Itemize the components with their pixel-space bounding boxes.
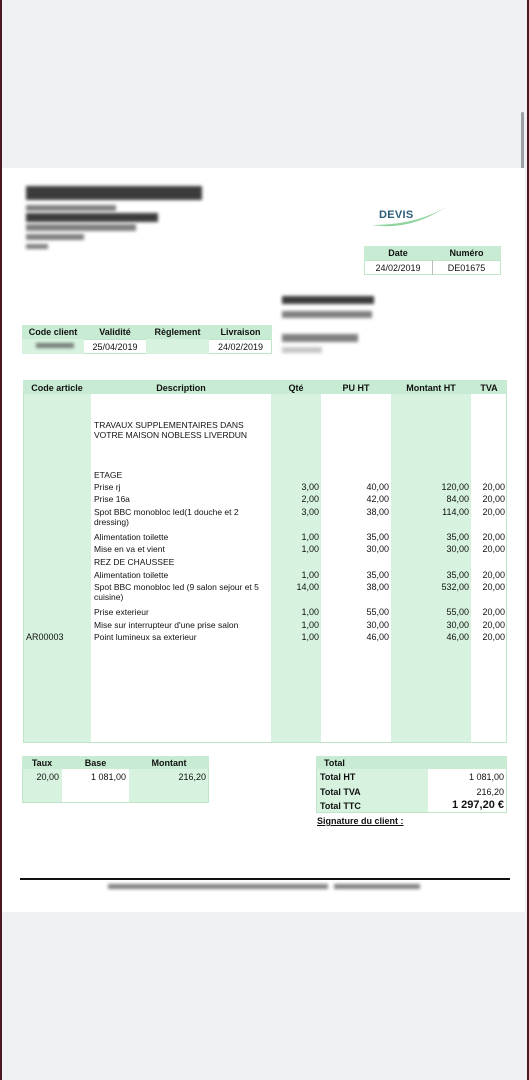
- total-tva-value: 216,20: [476, 787, 504, 797]
- header-qte: Qté: [288, 383, 304, 393]
- cell-description: Spot BBC monobloc led(1 douche et 2 dressing): [94, 507, 239, 527]
- cell-qte: 1,00: [301, 620, 319, 630]
- cell-description: Alimentation toilette: [94, 532, 169, 542]
- cell-montant-ht: 35,00: [446, 570, 469, 580]
- cell-qte: 3,00: [301, 507, 319, 517]
- header-description: Description: [156, 383, 206, 393]
- header-pu-ht: PU HT: [342, 383, 370, 393]
- cell-qte: 14,00: [296, 582, 319, 592]
- total-ttc-label: Total TTC: [320, 801, 361, 811]
- cell-description: Alimentation toilette: [94, 570, 169, 580]
- livraison-value: 24/02/2019: [217, 342, 264, 352]
- validite-value: 25/04/2019: [92, 342, 138, 352]
- cell-description: REZ DE CHAUSSEE: [94, 557, 175, 567]
- cell-qte: 1,00: [301, 607, 319, 617]
- cell-pu-ht: 30,00: [366, 620, 389, 630]
- totals-header: Total: [324, 758, 345, 768]
- cell-pu-ht: 35,00: [366, 532, 389, 542]
- cell-montant-ht: 120,00: [441, 482, 469, 492]
- cell-montant-ht: 30,00: [446, 620, 469, 630]
- cell-tva: 20,00: [482, 544, 505, 554]
- cell-montant-ht: 114,00: [442, 507, 469, 517]
- total-ht-label: Total HT: [320, 772, 356, 782]
- cell-montant-ht: 55,00: [446, 607, 469, 617]
- date-label: Date: [388, 248, 408, 258]
- cell-pu-ht: 30,00: [366, 544, 389, 554]
- header-montant: Montant: [151, 758, 187, 768]
- total-tva-label: Total TVA: [320, 787, 361, 797]
- cell-montant-ht: 46,00: [446, 632, 469, 642]
- cell-tva: 20,00: [482, 532, 505, 542]
- header-reglement: Règlement: [154, 327, 201, 337]
- header-taux: Taux: [31, 758, 53, 768]
- signature-label: Signature du client :: [317, 816, 404, 826]
- cell-tva: 20,00: [482, 494, 505, 504]
- taux-value: 20,00: [36, 772, 59, 782]
- cell-description: Spot BBC monobloc led (9 salon sejour et 5 cuisine): [94, 582, 259, 602]
- cell-tva: 20,00: [482, 582, 505, 592]
- cell-pu-ht: 38,00: [366, 507, 389, 517]
- numero-value: DE01675: [447, 263, 486, 273]
- montant-value: 216,20: [178, 772, 206, 782]
- cell-pu-ht: 38,00: [366, 582, 389, 592]
- cell-qte: 1,00: [301, 570, 319, 580]
- cell-description: TRAVAUX SUPPLEMENTAIRES DANS VOTRE MAISON NOBLESS LIVERDUN: [94, 420, 248, 440]
- document-type-title: DEVIS: [379, 209, 414, 221]
- header-validite: Validité: [99, 327, 131, 337]
- cell-tva: 20,00: [482, 507, 505, 517]
- date-value: 24/02/2019: [375, 263, 421, 273]
- cell-tva: 20,00: [482, 570, 505, 580]
- cell-code-article: AR00003: [26, 632, 64, 642]
- header-montant-ht: Montant HT: [406, 383, 456, 393]
- cell-description: Mise sur interrupteur d'une prise salon: [94, 620, 239, 630]
- cell-qte: 1,00: [301, 532, 319, 542]
- cell-qte: 1,00: [301, 632, 319, 642]
- numero-label: Numéro: [449, 248, 484, 258]
- cell-tva: 20,00: [482, 632, 505, 642]
- header-livraison: Livraison: [220, 327, 261, 337]
- cell-montant-ht: 84,00: [446, 494, 469, 504]
- cell-pu-ht: 35,00: [366, 570, 389, 580]
- cell-tva: 20,00: [482, 607, 505, 617]
- cell-description: Prise exterieur: [94, 607, 149, 617]
- header-base: Base: [84, 758, 107, 768]
- cell-pu-ht: 40,00: [366, 482, 389, 492]
- cell-description: ETAGE: [94, 470, 123, 480]
- cell-description: Point lumineux sa exterieur: [94, 632, 197, 642]
- cell-tva: 20,00: [482, 482, 505, 492]
- cell-montant-ht: 30,00: [446, 544, 469, 554]
- cell-pu-ht: 55,00: [366, 607, 389, 617]
- cell-description: Mise en va et vient: [94, 544, 165, 554]
- base-value: 1 081,00: [90, 772, 126, 782]
- cell-qte: 3,00: [301, 482, 319, 492]
- cell-description: Prise rj: [94, 482, 121, 492]
- total-ht-value: 1 081,00: [468, 772, 504, 782]
- cell-description: Prise 16a: [94, 494, 130, 504]
- cell-montant-ht: 532,00: [441, 582, 469, 592]
- cell-qte: 1,00: [301, 544, 319, 554]
- cell-tva: 20,00: [482, 620, 505, 630]
- cell-pu-ht: 42,00: [366, 494, 389, 504]
- cell-qte: 2,00: [301, 494, 319, 504]
- cell-pu-ht: 46,00: [366, 632, 389, 642]
- header-code-client: Code client: [28, 327, 78, 337]
- header-code-article: Code article: [31, 383, 83, 393]
- cell-montant-ht: 35,00: [446, 532, 469, 542]
- total-ttc-value: 1 297,20 €: [452, 799, 504, 811]
- header-tva: TVA: [480, 383, 498, 393]
